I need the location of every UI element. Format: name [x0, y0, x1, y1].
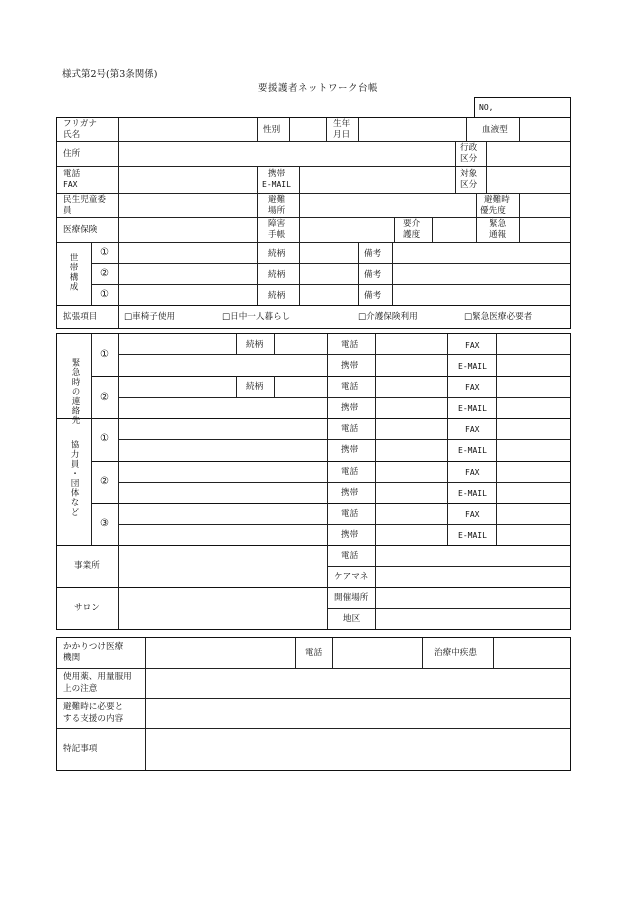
- label-support-1: 避難時に必要と: [63, 702, 124, 712]
- page-title: 要援護者ネットワーク台帳: [258, 83, 379, 94]
- k3-email: E-MAIL: [458, 531, 487, 540]
- label-priority-2: 優先度: [480, 206, 506, 216]
- label-address: 住所: [63, 149, 81, 159]
- label-emergency-2: 通報: [489, 230, 507, 240]
- label-disease: 治療中疾患: [434, 648, 477, 658]
- label-shelter-1: 避難: [268, 195, 286, 205]
- office-care-manager: ケアマネ: [334, 572, 369, 582]
- label-care-1: 要介: [403, 219, 421, 229]
- k1-email: E-MAIL: [458, 446, 487, 455]
- k1-fax: FAX: [465, 425, 480, 434]
- label-household: 世帯構成: [68, 253, 78, 292]
- k2-email: E-MAIL: [458, 489, 487, 498]
- contact1-relation: 続柄: [246, 340, 264, 350]
- label-meds-2: 上の注意: [63, 684, 98, 694]
- c2-phone: 電話: [341, 382, 359, 392]
- coop-num-3: ③: [100, 518, 109, 529]
- ext-emergency-medical[interactable]: □緊急医療必要者: [464, 312, 533, 322]
- k2-fax: FAX: [465, 468, 480, 477]
- coop-num-1: ①: [100, 433, 109, 444]
- contact-num-2: ②: [100, 392, 109, 403]
- label-name: 氏名: [63, 130, 81, 140]
- salon-venue: 開催場所: [334, 593, 369, 603]
- k2-mobile: 携帯: [341, 488, 359, 498]
- household-note-1: 備考: [364, 249, 382, 259]
- label-insurance: 医療保険: [63, 225, 98, 235]
- k1-phone: 電話: [341, 424, 359, 434]
- ext-alone-daytime[interactable]: □日中一人暮らし: [222, 312, 291, 322]
- label-office: 事業所: [74, 561, 100, 571]
- label-disability-2: 手帳: [268, 230, 286, 240]
- label-ext: 拡張項目: [63, 312, 98, 322]
- label-cooperators: 協力員・団体など: [69, 440, 79, 517]
- household-rel-1: 続柄: [268, 249, 286, 259]
- label-target-2: 区分: [460, 180, 478, 190]
- label-notes: 特記事項: [63, 744, 98, 754]
- c1-email: E-MAIL: [458, 362, 487, 371]
- c1-fax: FAX: [465, 341, 480, 350]
- c2-mobile: 携帯: [341, 403, 359, 413]
- k1-mobile: 携帯: [341, 445, 359, 455]
- ext-wheelchair[interactable]: □車椅子使用: [124, 312, 176, 322]
- label-target-1: 対象: [460, 169, 478, 179]
- label-shelter-2: 場所: [268, 206, 286, 216]
- label-mobile-1: 携帯: [268, 169, 286, 179]
- label-district-2: 区分: [460, 154, 478, 164]
- c2-email: E-MAIL: [458, 404, 487, 413]
- label-clinic-2: 機関: [63, 653, 81, 663]
- label-mobile-2: E-MAIL: [262, 180, 291, 189]
- ext-care-insurance[interactable]: □介護保険利用: [358, 312, 418, 322]
- form-number: 様式第2号(第3条関係): [62, 69, 158, 80]
- coop-num-2: ②: [100, 476, 109, 487]
- salon-area: 地区: [343, 614, 361, 624]
- label-meds-1: 使用薬、用量服用: [63, 672, 132, 682]
- k2-phone: 電話: [341, 467, 359, 477]
- contact-num-1: ①: [100, 349, 109, 360]
- household-num-1: ①: [100, 247, 109, 258]
- label-support-2: する支援の内容: [63, 714, 124, 724]
- label-gender: 性別: [263, 125, 281, 135]
- label-fax: FAX: [63, 180, 78, 189]
- label-emergency-1: 緊急: [489, 219, 507, 229]
- label-blood: 血液型: [482, 125, 508, 135]
- c1-phone: 電話: [341, 340, 359, 350]
- label-clinic-1: かかりつけ医療: [63, 642, 124, 652]
- label-care-2: 護度: [403, 230, 421, 240]
- household-rel-3: 続柄: [268, 291, 286, 301]
- clinic-phone: 電話: [305, 648, 323, 658]
- household-num-3: ①: [100, 289, 109, 300]
- c1-mobile: 携帯: [341, 361, 359, 371]
- label-emergency-contact: 緊急時の連絡先: [70, 358, 80, 426]
- label-birth-2: 月日: [333, 130, 351, 140]
- no-label: NO,: [479, 103, 494, 112]
- label-priority-1: 避難時: [484, 195, 510, 205]
- label-welfare-2: 員: [63, 206, 72, 216]
- household-note-2: 備考: [364, 270, 382, 280]
- label-furigana: フリガナ: [63, 119, 97, 129]
- label-disability-1: 障害: [268, 219, 286, 229]
- label-birth-1: 生年: [333, 119, 351, 129]
- label-phone: 電話: [63, 169, 81, 179]
- label-salon: サロン: [74, 603, 100, 613]
- k3-phone: 電話: [341, 509, 359, 519]
- household-num-2: ②: [100, 268, 109, 279]
- contact2-relation: 続柄: [246, 382, 264, 392]
- label-welfare-1: 民生児童委: [63, 195, 106, 205]
- office-phone: 電話: [341, 551, 359, 561]
- label-district-1: 行政: [460, 143, 478, 153]
- household-rel-2: 続柄: [268, 270, 286, 280]
- c2-fax: FAX: [465, 383, 480, 392]
- k3-mobile: 携帯: [341, 530, 359, 540]
- household-note-3: 備考: [364, 291, 382, 301]
- k3-fax: FAX: [465, 510, 480, 519]
